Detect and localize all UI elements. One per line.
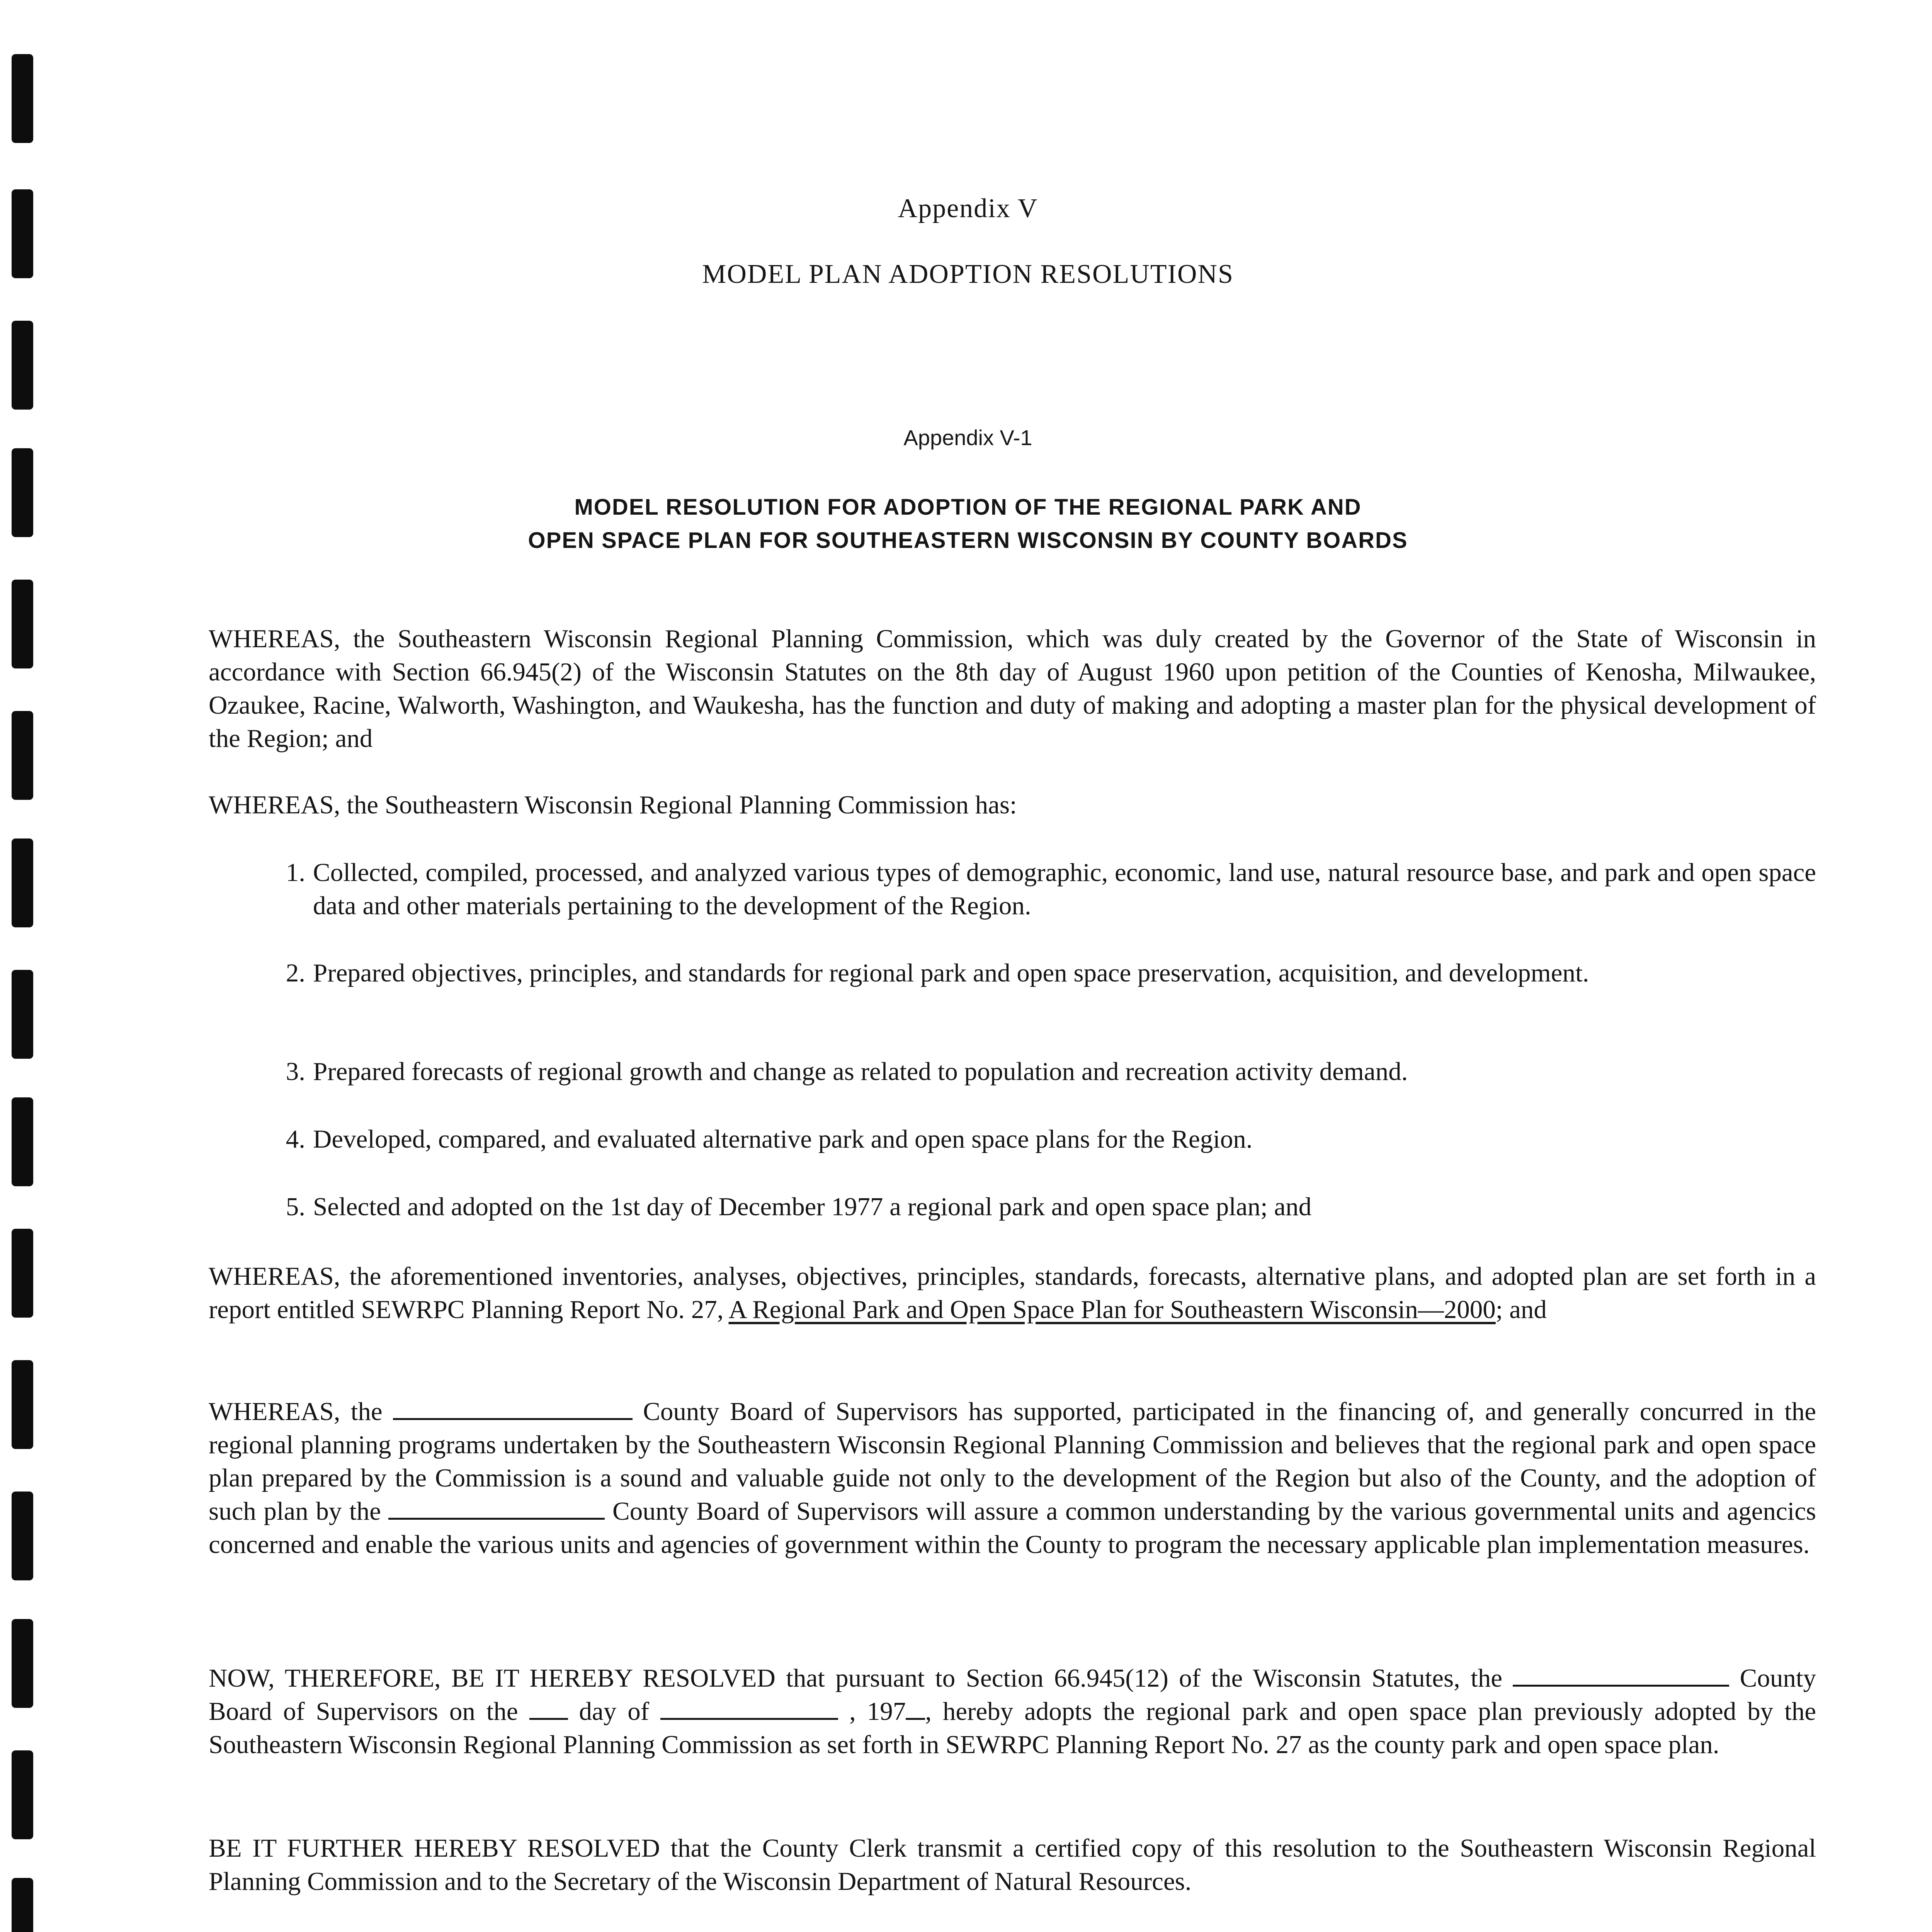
binder-hole xyxy=(12,838,33,927)
page-title: MODEL PLAN ADOPTION RESOLUTIONS xyxy=(702,259,1234,289)
whereas3-text: WHEREAS, the aforementioned inventories, analyses, objectives, principles, standards, forecasts, alternative plans, and adopted plan are set forth in a report entitled SEWRPC Planning Report No. 27, xyxy=(209,1262,1816,1324)
list-item xyxy=(270,956,1816,990)
binder-hole xyxy=(12,1878,33,1932)
day-blank[interactable] xyxy=(529,1698,568,1720)
list-item-number: 5. xyxy=(286,1192,305,1221)
resolved-text: , hereby adopts the regional park and open space plan previously adopted by the Southeastern Wisconsin Regional Planning Commission as set forth in SEWRPC Planning Report No. 27 as the county park and open space plan. xyxy=(209,1697,1816,1759)
further-resolved-paragraph: BE IT FURTHER HEREBY RESOLVED that the County Clerk transmit a certified copy of this resolution to the Southeastern Wisconsin Regional Planning Commission and to the Secretary of the Wisconsin Department of Natural Resources. xyxy=(209,1834,1816,1896)
appendix-heading: Appendix V xyxy=(898,194,1038,223)
list-item-number: 3. xyxy=(286,1057,305,1086)
list-item xyxy=(270,1122,1816,1156)
list-item xyxy=(270,1190,1816,1223)
list-item-number: 4. xyxy=(286,1125,305,1153)
list-item-number: 2. xyxy=(286,959,305,987)
resolved-paragraph xyxy=(209,1662,1816,1761)
resolution-title xyxy=(0,491,1932,557)
whereas-paragraph-3 xyxy=(209,1260,1816,1326)
year-digit-blank[interactable] xyxy=(906,1698,925,1720)
whereas4-text: County Board of Supervisors has supported, participated in the financing of, and generally concurred in the regional planning programs undertaken by the Southeastern Wisconsin Regional Planning Commission and believes that the regional park and open space plan prepared by the Commission is a sound and valuable guide not only to the development of the Region but also of the County, and the adoption of such plan by the xyxy=(209,1397,1816,1526)
county-name-blank[interactable] xyxy=(1513,1665,1729,1687)
whereas3-end: ; and xyxy=(1495,1295,1547,1324)
binder-hole xyxy=(12,580,33,668)
resolved-text: NOW, THEREFORE, BE IT HEREBY RESOLVED that pursuant to Section 66.945(12) of the Wisconsin Statutes, the xyxy=(209,1664,1513,1692)
binder-hole xyxy=(12,1097,33,1186)
whereas-paragraph-1: WHEREAS, the Southeastern Wisconsin Regional Planning Commission, which was duly created by the Governor of the State of Wisconsin in accordance with Section 66.945(2) of the Wisconsin Statutes on the 8th day of August 1960 upon petition of the Counties of Kenosha, Milwaukee, Ozaukee, Racine, Walworth, Washington, and Waukesha, has the function and duty of making and adopting a master plan for the physical development of the Region; and xyxy=(209,624,1816,753)
binder-hole xyxy=(12,54,33,143)
list-item xyxy=(270,1055,1816,1088)
whereas4-text: County Board of Supervisors will assure a common understanding by the various governmental units and agencics concerned and enable the various units and agencies of government within the County to program the necessary applicable plan implementation measures. xyxy=(209,1497,1816,1559)
resolved-text: day of xyxy=(568,1697,661,1726)
list-item-text: Developed, compared, and evaluated alternative park and open space plans for the Region. xyxy=(313,1125,1253,1153)
list-item xyxy=(270,856,1816,922)
report-title: A Regional Park and Open Space Plan for Southeastern Wisconsin—2000 xyxy=(728,1295,1496,1324)
list-item-text: Prepared objectives, principles, and standards for regional park and open space preservation, acquisition, and development. xyxy=(313,959,1589,987)
list-item-text: Selected and adopted on the 1st day of December 1977 a regional park and open space plan; and xyxy=(313,1192,1312,1221)
binder-hole xyxy=(12,321,33,410)
sub-appendix-heading: Appendix V-1 xyxy=(903,425,1032,450)
month-blank[interactable] xyxy=(660,1698,838,1720)
resolution-title-line1: MODEL RESOLUTION FOR ADOPTION OF THE REGIONAL PARK AND xyxy=(574,495,1362,520)
resolution-title-line2: OPEN SPACE PLAN FOR SOUTHEASTERN WISCONSIN BY COUNTY BOARDS xyxy=(528,528,1408,553)
binder-hole xyxy=(12,711,33,800)
binder-hole xyxy=(12,1619,33,1708)
county-name-blank[interactable] xyxy=(388,1498,605,1520)
binder-hole xyxy=(12,1360,33,1449)
whereas4-text: WHEREAS, the xyxy=(209,1397,393,1426)
list-item-text: Collected, compiled, processed, and analyzed various types of demographic, economic, land use, natural resource base, and park and open space data and other materials pertaining to the development of the Region. xyxy=(313,858,1816,920)
county-name-blank[interactable] xyxy=(393,1398,633,1420)
resolved-text: , 197 xyxy=(838,1697,906,1726)
resolved-text: County Board of Supervisors on the xyxy=(209,1664,1816,1726)
list-item-number: 1. xyxy=(286,858,305,887)
binder-hole xyxy=(12,1229,33,1318)
list-item-text: Prepared forecasts of regional growth and change as related to population and recreation activity demand. xyxy=(313,1057,1408,1086)
whereas-paragraph-2: WHEREAS, the Southeastern Wisconsin Regional Planning Commission has: xyxy=(209,791,1017,819)
binder-hole xyxy=(12,1492,33,1580)
binder-edge xyxy=(0,0,54,1932)
binder-hole xyxy=(12,970,33,1059)
binder-hole xyxy=(12,1750,33,1839)
whereas-paragraph-4 xyxy=(209,1395,1816,1561)
